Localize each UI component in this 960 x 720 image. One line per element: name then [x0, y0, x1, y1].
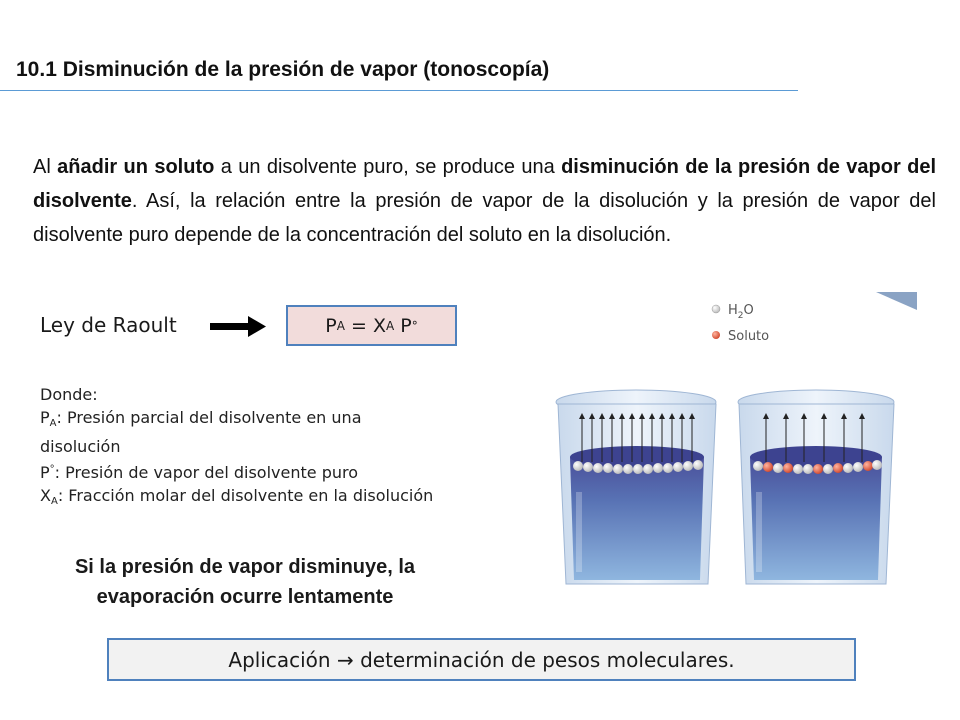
formula-p0: P — [394, 314, 412, 337]
h2o-legend-label: $H_2O$ — [728, 303, 754, 321]
intro-text-1: Al — [33, 156, 58, 178]
formula-sub-a: A — [336, 318, 345, 333]
beaker-pure-solvent — [556, 390, 716, 584]
intro-bold-2: disminución de la presión de vapor del disolvente — [33, 156, 937, 212]
formula-sub-a2: A — [385, 318, 395, 333]
pa-symbol: P — [40, 408, 50, 427]
intro-text-2: a un disolvente puro, se produce una — [214, 156, 562, 178]
raoult-formula-box — [286, 305, 457, 346]
conclusion-text: Si la presión de vapor disminuye, la evaporación ocurre lentamente — [74, 556, 416, 608]
pa-text: : Presión parcial del disolvente en una disolución — [40, 408, 362, 456]
pa-subscript: A — [49, 418, 57, 429]
formula-eq: = X — [344, 314, 386, 337]
intro-paragraph — [33, 150, 936, 252]
intro-text-3: . Así, la relación entre la presión de vapor de la disolución y la presión de vapor del disolvente puro depende de la concentración del soluto en la disolución. — [33, 190, 936, 246]
solute-legend-dot — [712, 331, 720, 339]
formula-degree: ° — [411, 318, 418, 333]
page-title: 10.1 Disminución de la presión de vapor (tonoscopía) — [16, 58, 550, 81]
definition-pa — [40, 406, 440, 458]
p0-superscript: ° — [49, 464, 55, 475]
definition-p0 — [40, 458, 440, 484]
solute-legend-label: Soluto — [728, 329, 770, 344]
raoult-law-label: Ley de Raoult — [40, 313, 177, 337]
title-underline — [0, 90, 798, 91]
beakers-illustration — [536, 292, 917, 590]
definition-xa — [40, 484, 440, 513]
beaker-solution — [738, 390, 894, 584]
application-box: Aplicación → determinación de pesos moleculares. — [107, 638, 856, 681]
xa-symbol: X — [40, 486, 51, 505]
definitions-heading: Donde: — [40, 385, 98, 404]
h2o-legend-dot — [712, 305, 720, 313]
p0-symbol: P — [40, 463, 50, 482]
formula-p: P — [325, 314, 337, 337]
xa-text: : Fracción molar del disolvente en la disolución — [57, 486, 434, 505]
p0-text: : Presión de vapor del disolvente puro — [54, 463, 359, 482]
right-arrow-icon — [210, 316, 266, 338]
intro-bold-1: añadir un soluto — [57, 156, 215, 178]
xa-subscript: A — [50, 496, 58, 507]
definitions-list — [40, 383, 440, 513]
